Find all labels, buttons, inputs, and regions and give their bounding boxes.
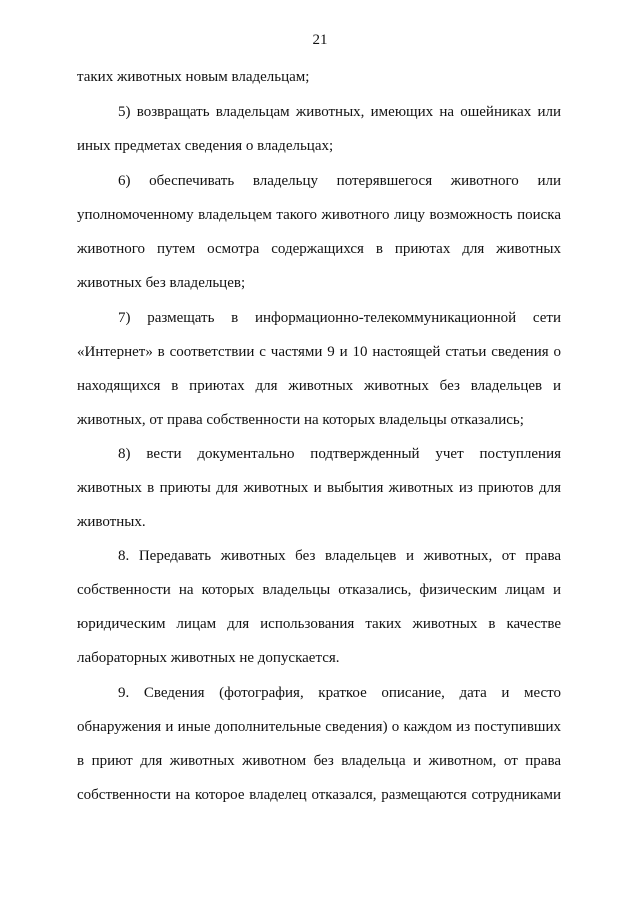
- text-line: юридическим лицам для использования таких животных в качестве: [77, 616, 561, 632]
- text-line: таких животных новым владельцам;: [77, 69, 310, 85]
- text-line: 8. Передавать животных без владельцев и животных, от права: [118, 548, 561, 564]
- text-line: лабораторных животных не допускается.: [77, 650, 340, 666]
- text-line: животных.: [77, 514, 146, 530]
- text-line: уполномоченному владельцем такого животного лицу возможность поиска: [77, 207, 561, 223]
- text-line: 9. Сведения (фотография, краткое описание, дата и место: [118, 685, 561, 701]
- text-line: 6) обеспечивать владельцу потерявшегося животного или: [118, 173, 561, 189]
- text-line: животных, от права собственности на которых владельцы отказались;: [77, 412, 524, 428]
- text-line: собственности на которых владельцы отказались, физическим лицам и: [77, 582, 561, 598]
- text-line: 7) размещать в информационно-телекоммуникационной сети: [118, 310, 561, 326]
- text-line: животного путем осмотра содержащихся в приютах для животных: [77, 241, 561, 257]
- text-line: «Интернет» в соответствии с частями 9 и 10 настоящей статьи сведения о: [77, 344, 561, 360]
- text-line: 8) вести документально подтвержденный учет поступления: [118, 446, 561, 462]
- page-number: 21: [312, 32, 328, 48]
- text-line: животных без владельцев;: [77, 275, 246, 291]
- text-line: в приют для животных животном без владельца и животном, от права: [77, 753, 561, 769]
- text-line: собственности на которое владелец отказался, размещаются сотрудниками: [77, 787, 561, 803]
- text-line: 5) возвращать владельцам животных, имеющих на ошейниках или: [118, 104, 561, 120]
- text-line: обнаружения и иные дополнительные сведения) о каждом из поступивших: [77, 719, 561, 735]
- text-line: иных предметах сведения о владельцах;: [77, 138, 334, 154]
- text-line: находящихся в приютах для животных животных без владельцев и: [77, 378, 561, 394]
- text-line: животных в приюты для животных и выбытия животных из приютов для: [77, 480, 561, 496]
